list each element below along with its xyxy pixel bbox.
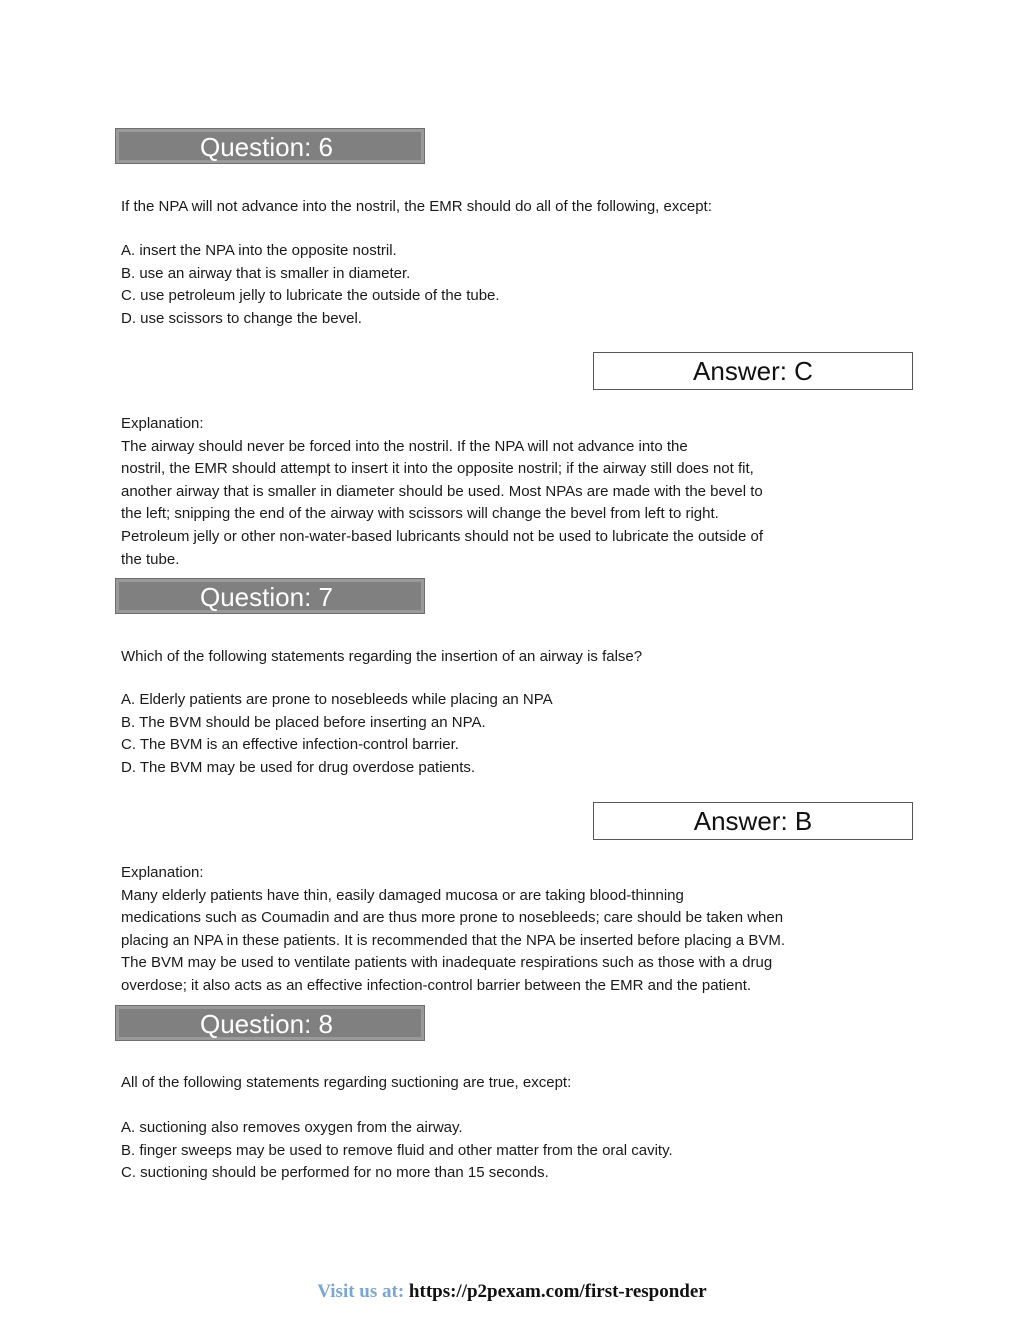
question-8-prompt: All of the following statements regarding suctioning are true, except: [121, 1074, 572, 1091]
question-8-options [121, 1117, 673, 1185]
question-8-banner [115, 1005, 425, 1041]
question-6-explanation-line: nostril, the EMR should attempt to insert it into the opposite nostril; if the airway still does not fit, [121, 460, 754, 478]
question-6-title: Question: 6 [200, 132, 333, 162]
question-6-explanation [121, 413, 763, 571]
question-6-explanation-line: another airway that is smaller in diameter should be used. Most NPAs are made with the bevel to [121, 482, 763, 500]
question-6-explanation-label: Explanation: [121, 415, 204, 432]
question-7-explanation [121, 862, 785, 998]
question-7-explanation-label: Explanation: [121, 864, 204, 881]
question-6-option-a: A. insert the NPA into the opposite nostril. [121, 242, 397, 259]
question-6-explanation-line: Petroleum jelly or other non-water-based lubricants should not be used to lubricate the outside of [121, 527, 764, 545]
question-6-option-c: C. use petroleum jelly to lubricate the outside of the tube. [121, 287, 500, 305]
question-6-option-d: D. use scissors to change the bevel. [121, 309, 362, 327]
question-6-prompt: If the NPA will not advance into the nostril, the EMR should do all of the following, except: [121, 198, 712, 215]
question-7-answer: Answer: B [693, 806, 813, 836]
question-7-option-a: A. Elderly patients are prone to nosebleeds while placing an NPA [121, 691, 553, 708]
question-6-answer-box [593, 352, 913, 390]
question-7-option-d: D. The BVM may be used for drug overdose patients. [121, 758, 476, 776]
question-6-explanation-line: the tube. [121, 550, 180, 568]
question-6-answer: Answer: C [693, 356, 813, 386]
question-8-option-a: A. suctioning also removes oxygen from the airway. [121, 1119, 463, 1136]
question-6-option-b: B. use an airway that is smaller in diameter. [121, 264, 411, 282]
question-6-banner [115, 128, 425, 164]
footer [0, 1281, 1024, 1303]
question-7-explanation-line: Many elderly patients have thin, easily damaged mucosa or are taking blood-thinning [121, 886, 684, 904]
question-7-title: Question: 7 [200, 582, 333, 612]
footer-url-link[interactable]: https://p2pexam.com/first-responder [408, 1281, 707, 1302]
question-7-option-b: B. The BVM should be placed before inserting an NPA. [121, 713, 486, 731]
question-8-option-c: C. suctioning should be performed for no more than 15 seconds. [121, 1164, 549, 1182]
question-8-title: Question: 8 [200, 1009, 333, 1039]
question-6-options [121, 240, 500, 330]
question-6-explanation-line: The airway should never be forced into the nostril. If the NPA will not advance into the [121, 437, 688, 455]
question-7-answer-box [593, 802, 913, 840]
question-7-explanation-line: placing an NPA in these patients. It is recommended that the NPA be inserted before placing a BVM. [121, 931, 785, 949]
question-7-prompt: Which of the following statements regarding the insertion of an airway is false? [121, 648, 643, 665]
question-7-option-c: C. The BVM is an effective infection-control barrier. [121, 736, 459, 754]
question-7-options [121, 689, 553, 779]
footer-visit-label: Visit us at: [317, 1281, 405, 1302]
question-7-explanation-line: The BVM may be used to ventilate patients with inadequate respirations such as those with a drug [121, 954, 773, 972]
question-7-banner [115, 578, 425, 614]
question-7-explanation-line: overdose; it also acts as an effective infection-control barrier between the EMR and the patient. [121, 976, 752, 994]
question-8-option-b: B. finger sweeps may be used to remove fluid and other matter from the oral cavity. [121, 1141, 673, 1159]
question-7-explanation-line: medications such as Coumadin and are thus more prone to nosebleeds; care should be taken when [121, 909, 784, 927]
question-6-explanation-line: the left; snipping the end of the airway with scissors will change the bevel from left to right. [121, 505, 719, 523]
